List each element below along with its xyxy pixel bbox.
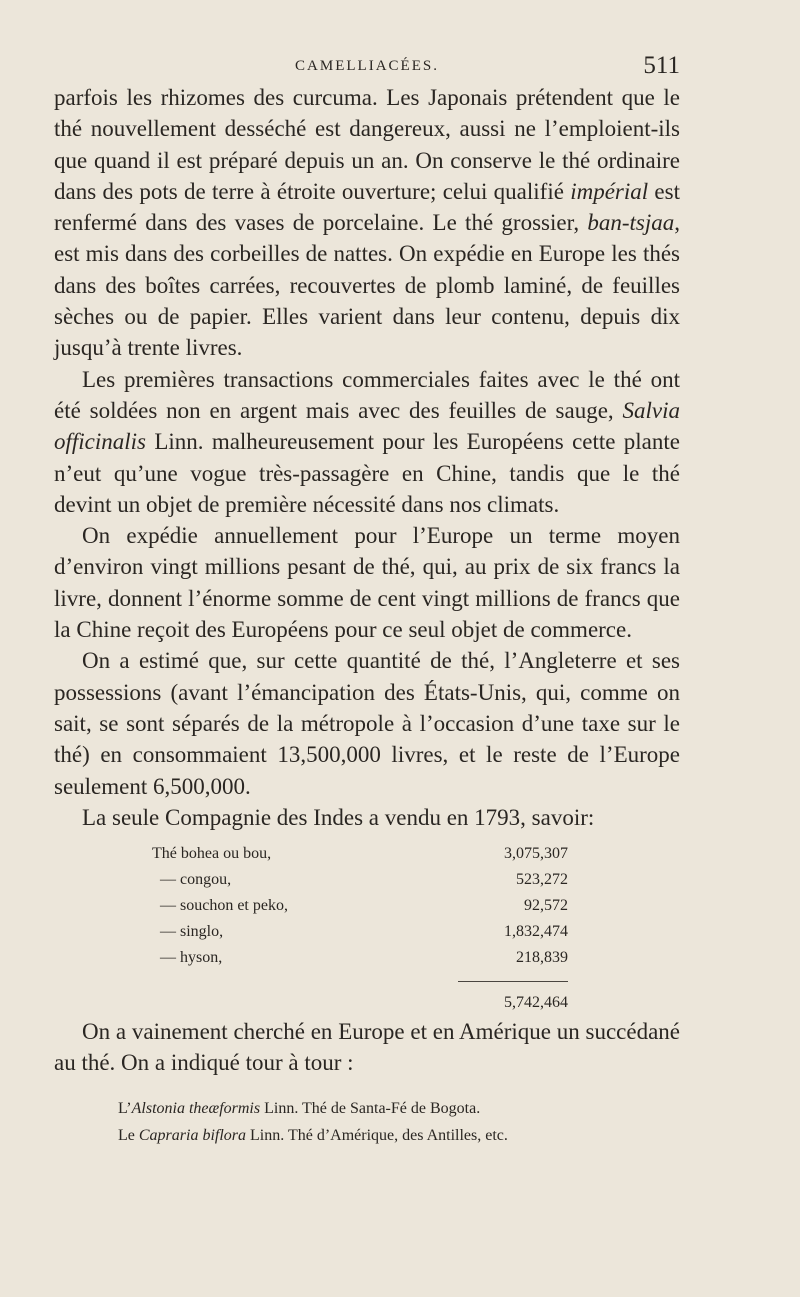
table-row xyxy=(54,841,680,867)
page-header xyxy=(54,52,680,82)
total-rule xyxy=(458,981,568,982)
paragraph xyxy=(54,82,680,364)
italic-term: impérial xyxy=(570,178,649,204)
paragraph xyxy=(54,520,680,645)
text-segment: , est mis dans des corbeilles de nattes. On expédie en Europe les thés dans des boîtes carrées, recouvertes de plomb laminé, de feuilles sèches ou de papier. Elles varient dans leur contenu, depuis dix jusqu’à trente livres. xyxy=(54,210,680,361)
table-row xyxy=(54,867,680,893)
tea-quantity-value: 523,272 xyxy=(516,871,568,889)
text-segment: parfois les rhizomes des curcuma. Les Japonais prétendent que le thé nouvellement desséché est dangereux, aussi ne l’emploient-ils que quand il est préparé depuis un an. On conserve le thé ordinaire dans des pots de terre à étroite ouverture; celui qualifié xyxy=(54,85,680,204)
text-segment: Le xyxy=(118,1126,139,1144)
paragraph xyxy=(54,364,680,520)
italic-term: ban-tsjaa xyxy=(587,210,675,236)
italic-term: Capraria biflora xyxy=(138,1126,247,1144)
text-segment: L’ xyxy=(118,1099,132,1117)
text-segment: Linn. Thé d’Amérique, des Antilles, etc. xyxy=(246,1126,508,1144)
note-line xyxy=(118,1095,680,1122)
paragraphs xyxy=(54,82,680,833)
text-segment: Les premières transactions commerciales faites avec le thé ont été soldées non en argent mais avec des feuilles de sauge, xyxy=(54,366,680,423)
page-number: 511 xyxy=(643,52,680,79)
tea-quantity-value: 1,832,474 xyxy=(504,923,568,941)
text-segment: La seule Compagnie des Indes a vendu en 1793, savoir: xyxy=(82,804,595,830)
tea-quantity-value: 3,075,307 xyxy=(504,845,568,863)
text-segment: On a vainement cherché en Europe et en Amérique un succédané au thé. On a indiqué tour à tour : xyxy=(54,1019,680,1076)
italic-term: Salvia officinalis xyxy=(54,397,680,455)
sales-total-value: 5,742,464 xyxy=(504,994,568,1012)
tea-type-label: — hyson, xyxy=(160,949,223,967)
table-row xyxy=(54,945,680,971)
paragraph xyxy=(54,645,680,801)
paragraph xyxy=(54,802,680,833)
paragraph-substitutes xyxy=(54,1016,680,1079)
text-segment: est renfermé dans des vases de porcelaine. Le thé grossier, xyxy=(54,178,680,236)
tea-type-label: — congou, xyxy=(160,871,232,889)
sales-total-row xyxy=(54,990,680,1016)
note-line xyxy=(118,1122,680,1149)
text-segment: Linn. Thé de Santa-Fé de Bogota. xyxy=(260,1099,481,1117)
text-segment: On a estimé que, sur cette quantité de thé, l’Angleterre et ses possessions (avant l’émancipation des États-Unis, qui, comme on sait, se sont séparés de la métropole à l’occasion d’une taxe sur le thé) en consommaient 13,500,000 livres, et le reste de l’Europe seulement 6,500,000. xyxy=(54,648,680,799)
substitute-notes xyxy=(54,1095,680,1149)
running-title: CAMELLIACÉES. xyxy=(295,58,439,74)
tea-quantity-value: 218,839 xyxy=(516,949,568,967)
table-row xyxy=(54,919,680,945)
text-segment: On expédie annuellement pour l’Europe un terme moyen d’environ vingt millions pesant de thé, qui, au prix de six francs la livre, donnent l’énorme somme de cent vingt millions de francs que la Chine reçoit des Européens pour ce seul objet de commerce. xyxy=(54,523,680,643)
sales-total-label xyxy=(54,990,152,1016)
table-row xyxy=(54,893,680,919)
sales-table xyxy=(54,841,680,1016)
tea-type-label: Thé bohea ou bou, xyxy=(152,845,272,863)
text-segment: Linn. malheureusement pour les Européens cette plante n’eut qu’une vogue très-passagère en Chine, tandis que le thé devint un objet de première nécessité dans nos climats. xyxy=(54,429,680,517)
tea-type-label: — singlo, xyxy=(160,923,224,941)
tea-type-label: — souchon et peko, xyxy=(160,897,288,915)
italic-term: Alstonia theæformis xyxy=(131,1099,261,1117)
sales-table-rows xyxy=(54,841,680,971)
body-text xyxy=(54,82,680,1149)
tea-quantity-value: 92,572 xyxy=(524,897,568,915)
